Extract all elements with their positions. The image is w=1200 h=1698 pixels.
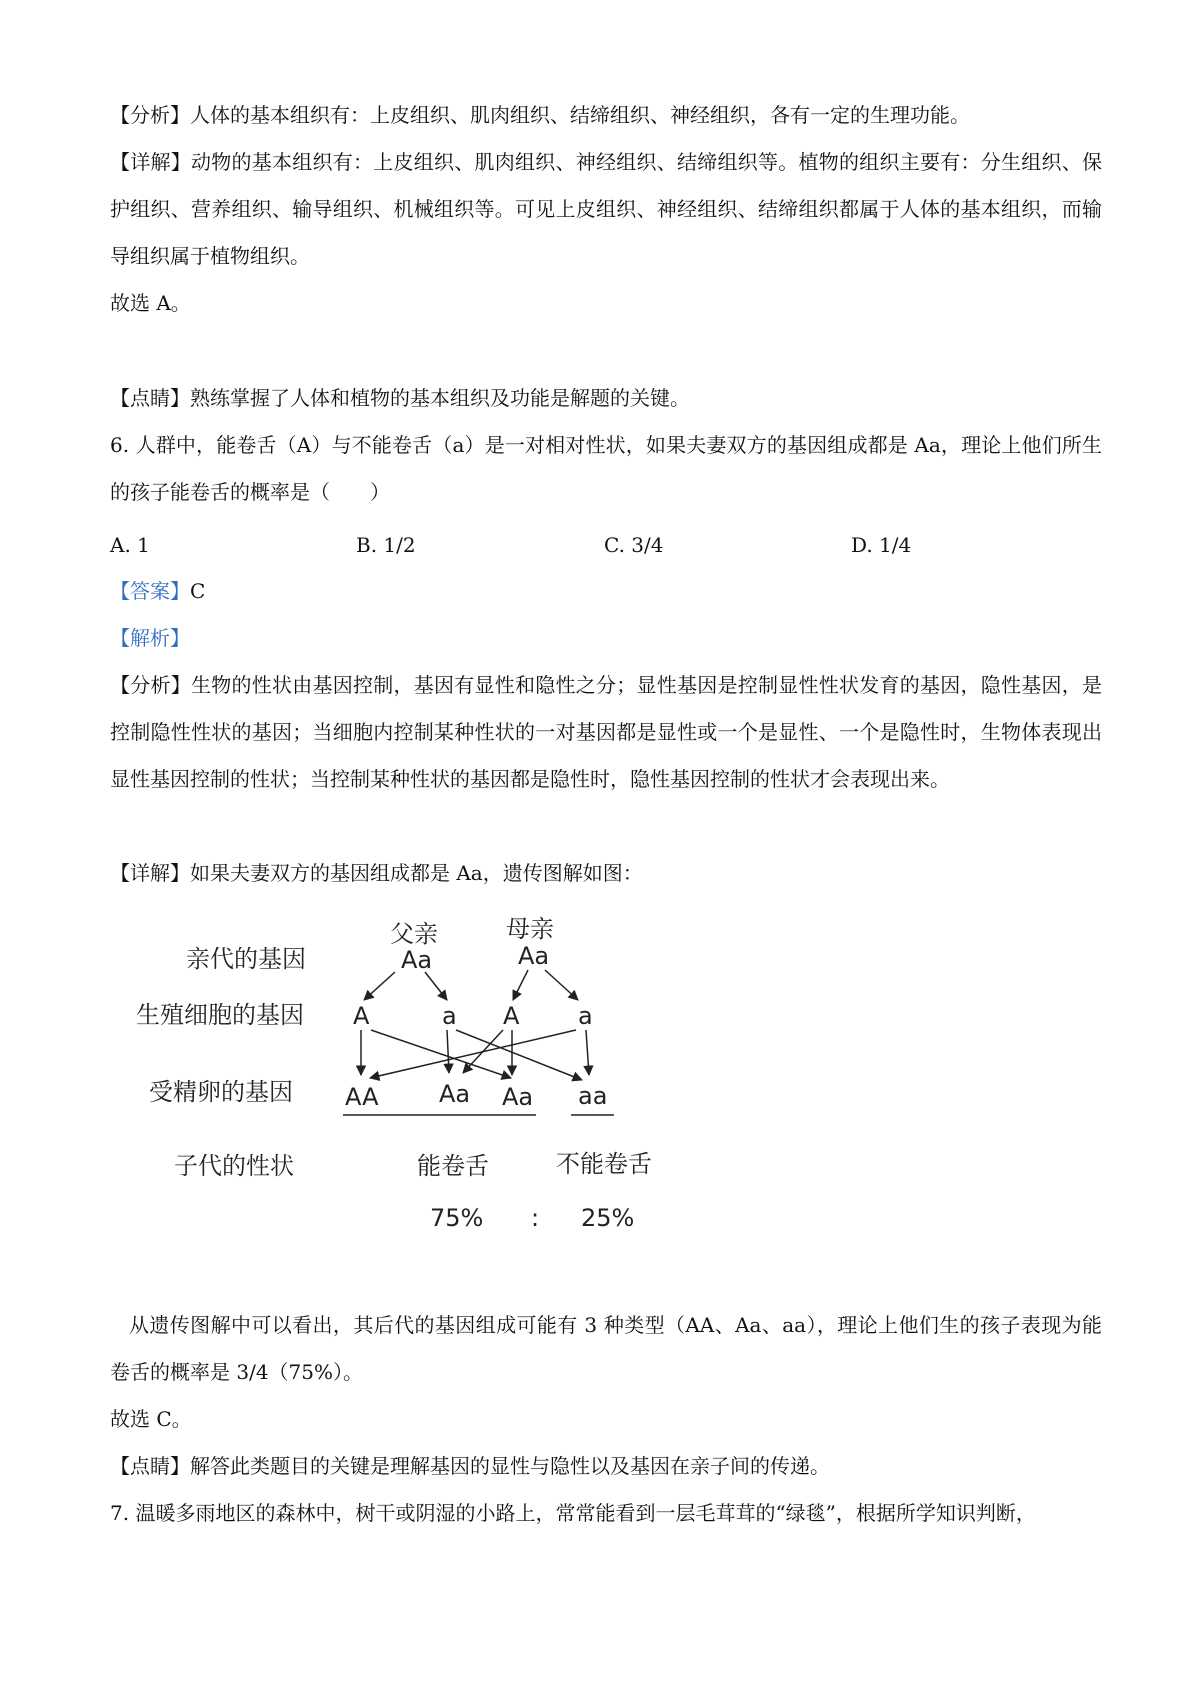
q6-point: 【点睛】解答此类题目的关键是理解基因的显性与隐性以及基因在亲子间的传递。 — [110, 1454, 830, 1478]
row-label-traits: 子代的性状 — [174, 1152, 294, 1180]
arrow-father-to-A — [364, 972, 395, 1000]
arrow-a-to-aa — [456, 1030, 582, 1080]
prev-choice: 故选 A。 — [110, 291, 191, 315]
zygote-AA: AA — [345, 1083, 379, 1111]
mother-genotype: Aa — [518, 942, 550, 970]
zygote-Aa-2: Aa — [502, 1083, 534, 1111]
ratio-dominant: 75% — [430, 1204, 484, 1232]
q6-option-d: D. 1/4 — [851, 533, 912, 557]
gamete-mother-A: A — [503, 1002, 520, 1030]
answer-tag: 【答案】 — [110, 579, 190, 603]
trait-can-roll: 能卷舌 — [417, 1152, 489, 1180]
row-label-parents: 亲代的基因 — [186, 945, 306, 973]
answer-value: C — [190, 579, 206, 603]
q6-analysis: 【分析】生物的性状由基因控制，基因有显性和隐性之分；显性基因是控制显性性状发育的基因，隐性基因，是控制隐性性状的基因；当细胞内控制某种性状的一对基因都是显性或一个是显性、一个是隐性时，生物体表现出显性基因控制的性状；当控制某种性状的基因都是隐性时，隐性基因控制的性状才会表现出来。 — [110, 673, 1102, 791]
prev-detail: 【详解】动物的基本组织有：上皮组织、肌肉组织、神经组织、结缔组织等。植物的组织主要有：分生组织、保护组织、营养组织、输导组织、机械组织等。可见上皮组织、神经组织、结缔组织都属于人体的基本组织，而输导组织属于植物组织。 — [110, 150, 1102, 268]
q6-option-c: C. 3/4 — [604, 533, 664, 557]
arrow-a-to-Aa1 — [447, 1030, 449, 1073]
arrow-A-to-Aa2 — [371, 1030, 511, 1078]
row-label-zygotes: 受精卵的基因 — [149, 1078, 293, 1106]
arrow-ma-to-aa — [586, 1030, 589, 1075]
father-label: 父亲 — [390, 920, 438, 948]
arrow-father-to-a — [425, 972, 447, 1000]
zygote-Aa-1: Aa — [439, 1080, 471, 1108]
row-label-gametes: 生殖细胞的基因 — [136, 1001, 304, 1029]
q6-option-b: B. 1/2 — [356, 533, 416, 557]
arrow-mother-to-A — [513, 970, 528, 1000]
arrow-mother-to-a — [545, 970, 578, 1000]
prev-analysis: 【分析】人体的基本组织有：上皮组织、肌肉组织、结缔组织、神经组织，各有一定的生理功能。 — [110, 103, 970, 127]
ratio-recessive: 25% — [581, 1204, 635, 1232]
q6-conclusion: 从遗传图解中可以看出，其后代的基因组成可能有 3 种类型（AA、Aa、aa），理论上他们生的孩子表现为能卷舌的概率是 3/4（75%）。 — [110, 1313, 1102, 1384]
trait-cannot-roll: 不能卷舌 — [556, 1150, 652, 1178]
father-genotype: Aa — [401, 946, 433, 974]
gamete-father-a: a — [442, 1002, 457, 1030]
q6-stem: 6. 人群中，能卷舌（A）与不能卷舌（a）是一对相对性状，如果夫妻双方的基因组成都是 Aa，理论上他们所生的孩子能卷舌的概率是（ ） — [110, 433, 1102, 504]
zygote-aa: aa — [578, 1082, 608, 1110]
q7-stem: 7. 温暖多雨地区的森林中，树干或阴湿的小路上，常常能看到一层毛茸茸的“绿毯”，根据所学知识判断， — [110, 1501, 1036, 1525]
mother-label: 母亲 — [506, 915, 554, 943]
q6-detail-intro: 【详解】如果夫妻双方的基因组成都是 Aa，遗传图解如图： — [110, 861, 643, 885]
q6-choice: 故选 C。 — [110, 1407, 192, 1431]
q6-explain-tag: 【解析】 — [110, 626, 190, 650]
q6-option-a: A. 1 — [110, 533, 150, 557]
prev-point: 【点睛】熟练掌握了人体和植物的基本组织及功能是解题的关键。 — [110, 386, 690, 410]
ratio-separator: : — [531, 1204, 540, 1232]
gamete-father-A: A — [353, 1002, 370, 1030]
gamete-mother-a: a — [578, 1002, 593, 1030]
